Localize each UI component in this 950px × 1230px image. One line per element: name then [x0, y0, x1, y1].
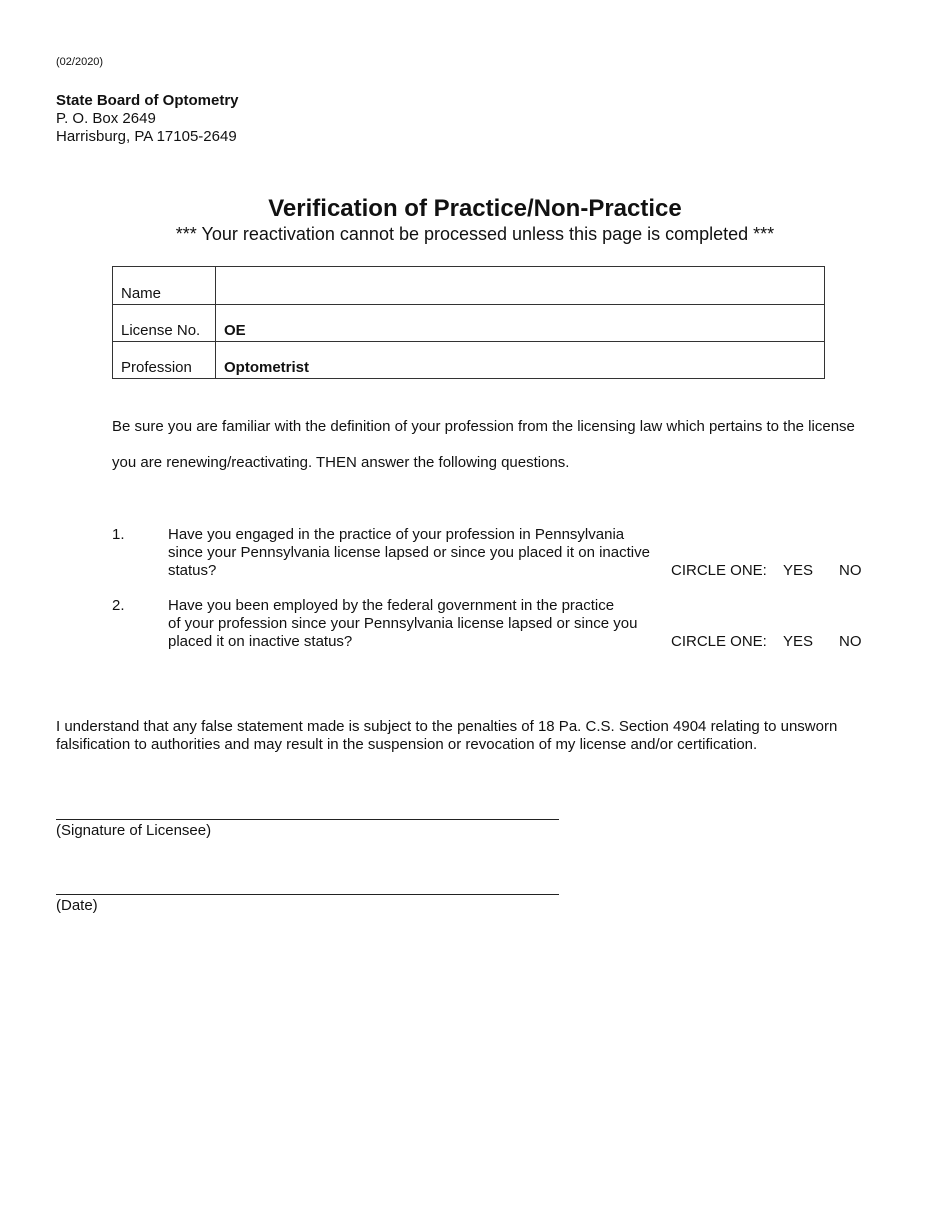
question-text — [168, 526, 673, 580]
question-2 — [112, 597, 872, 653]
instructions-line-2: you are renewing/reactivating. THEN answer the following questions. — [112, 454, 570, 471]
board-name: State Board of Optometry — [56, 92, 239, 109]
signature-line[interactable] — [56, 819, 559, 820]
license-label: License No. — [121, 322, 201, 339]
licensee-info-table — [112, 266, 825, 379]
question-text-line: placed it on inactive status? — [168, 633, 353, 650]
address-line-1: P. O. Box 2649 — [56, 110, 156, 127]
yes-option[interactable]: YES — [783, 633, 814, 650]
profession-label: Profession — [121, 359, 192, 376]
address-line-2: Harrisburg, PA 17105-2649 — [56, 128, 237, 145]
question-text-line: since your Pennsylvania license lapsed or since you placed it on inactive — [168, 544, 650, 561]
circle-one-label: CIRCLE ONE: — [671, 633, 767, 650]
signature-label: (Signature of Licensee) — [56, 822, 212, 839]
name-field[interactable] — [216, 267, 824, 304]
profession-row — [113, 342, 824, 378]
no-option[interactable]: NO — [839, 633, 862, 650]
page-title: Verification of Practice/Non-Practice — [268, 195, 682, 222]
name-row — [113, 267, 824, 305]
declaration-line-2: falsification to authorities and may result in the suspension or revocation of my license and/or certification. — [56, 736, 758, 753]
date-label: (Date) — [56, 897, 98, 914]
question-text-line: of your profession since your Pennsylvania license lapsed or since you — [168, 615, 638, 632]
instructions-line-1: Be sure you are familiar with the definition of your profession from the licensing law which pertains to the license — [112, 418, 855, 435]
declaration — [56, 718, 886, 754]
question-text — [168, 597, 673, 651]
license-field[interactable] — [216, 305, 824, 341]
profession-label-cell — [113, 342, 216, 378]
license-value: OE — [224, 322, 246, 339]
license-row — [113, 305, 824, 342]
question-number: 2. — [112, 597, 125, 614]
circle-one-label: CIRCLE ONE: — [671, 562, 767, 579]
instructions — [112, 418, 892, 490]
declaration-line-1: I understand that any false statement made is subject to the penalties of 18 Pa. C.S. Section 4904 relating to unsworn — [56, 718, 838, 735]
form-revision-date: (02/2020) — [56, 56, 104, 68]
question-text-line: Have you been employed by the federal government in the practice — [168, 597, 615, 614]
yes-option[interactable]: YES — [783, 562, 814, 579]
no-option[interactable]: NO — [839, 562, 862, 579]
date-line[interactable] — [56, 894, 559, 895]
name-label: Name — [121, 285, 162, 302]
question-1 — [112, 526, 872, 582]
question-number: 1. — [112, 526, 125, 543]
page-subtitle: *** Your reactivation cannot be processed unless this page is completed *** — [175, 224, 775, 244]
question-text-line: status? — [168, 562, 217, 579]
profession-field — [216, 342, 824, 378]
profession-value: Optometrist — [224, 359, 310, 376]
license-label-cell — [113, 305, 216, 341]
name-label-cell — [113, 267, 216, 304]
board-address — [56, 92, 239, 146]
question-text-line: Have you engaged in the practice of your profession in Pennsylvania — [168, 526, 625, 543]
